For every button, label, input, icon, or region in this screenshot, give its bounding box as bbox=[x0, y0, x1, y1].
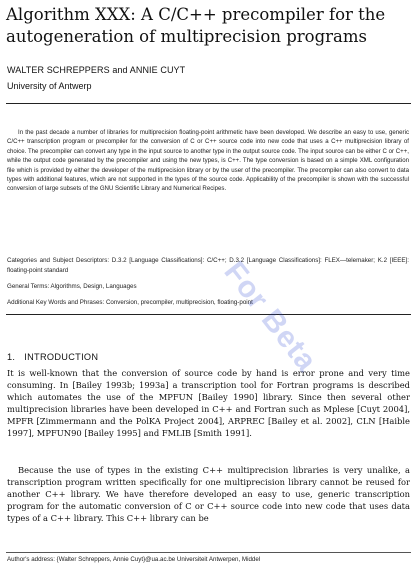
abstract-rule bbox=[6, 314, 411, 315]
general-terms: General Terms: Algorithms, Design, Languages bbox=[7, 283, 137, 290]
footnote: Author's address: {Walter Schreppers, Annie Cuyt}@ua.ac.be Universiteit Antwerpen, Middel bbox=[7, 556, 261, 563]
section-heading bbox=[7, 351, 98, 363]
abstract: In the past decade a number of libraries for multiprecision floating-point arithmetic have been developed. We describe an easy to use, generic C/C++ transcription program or precompiler for the conversion of C or C++ source code into new code that uses a C++ multiprecision library of choice. The precompiler can convert any type in the input source to another type in the output source code. The input source can be either C or C++, while the output code generated by the precompiler and using the new types, is C++. The type conversion is based on a simple XML configuration file which is provided by either the developer of the multiprecision library or by the user of the precompiler. The precompiler can also convert to data types with additional features, which are not supported in the types of the source code. Applicability of the precompiler is shown with the successful conversion of large subsets of the GNU Scientific Library and Numerical Recipes. bbox=[7, 129, 409, 193]
header-rule bbox=[6, 103, 411, 104]
author-list: WALTER SCHREPPERS and ANNIE CUYT bbox=[7, 65, 186, 75]
watermark: For Beta bbox=[217, 255, 324, 378]
categories-descriptors: Categories and Subject Descriptors: D.3.2 [Language Classifications]: C/C++; D.3.2 [Language Classifications]: FLEX—telemaker; K.2 [IEEE]: floating-point standard bbox=[7, 257, 409, 274]
paper-title: Algorithm XXX: A C/C++ precompiler for the autogeneration of multiprecision programs bbox=[6, 5, 386, 46]
section-number: 1. bbox=[7, 352, 16, 362]
section-title: INTRODUCTION bbox=[24, 352, 99, 362]
footnote-rule bbox=[6, 552, 411, 553]
affiliation: University of Antwerp bbox=[7, 81, 92, 91]
body-paragraph: Because the use of types in the existing C++ multiprecision libraries is very unalike, a transcription program written specifically for one multiprecision library cannot be reused for another C++ library. We have therefore developed an easy to use, generic transcription program for the automatic conversion of C or C++ source code into new code that uses data types of a C++ library. This C++ library can be bbox=[7, 465, 410, 524]
keywords: Additional Key Words and Phrases: Conversion, precompiler, multiprecision, floating-point bbox=[7, 299, 253, 306]
body-paragraph: It is well-known that the conversion of source code by hand is error prone and very time consuming. In [Bailey 1993b; 1993a] a transcription tool for Fortran programs is described which automates the use of the MPFUN [Bailey 1990] library. Since then several other multiprecision libraries have been developed in C++ and Fortran such as Mplese [Cuyt 2004], MPFR [Zimmermann and the PolKA Project 2004], ARPREC [Bailey et al. 2002], CLN [Haible 1997], MPFUN90 [Bailey 1995] and FMLIB [Smith 1991]. bbox=[7, 368, 410, 439]
